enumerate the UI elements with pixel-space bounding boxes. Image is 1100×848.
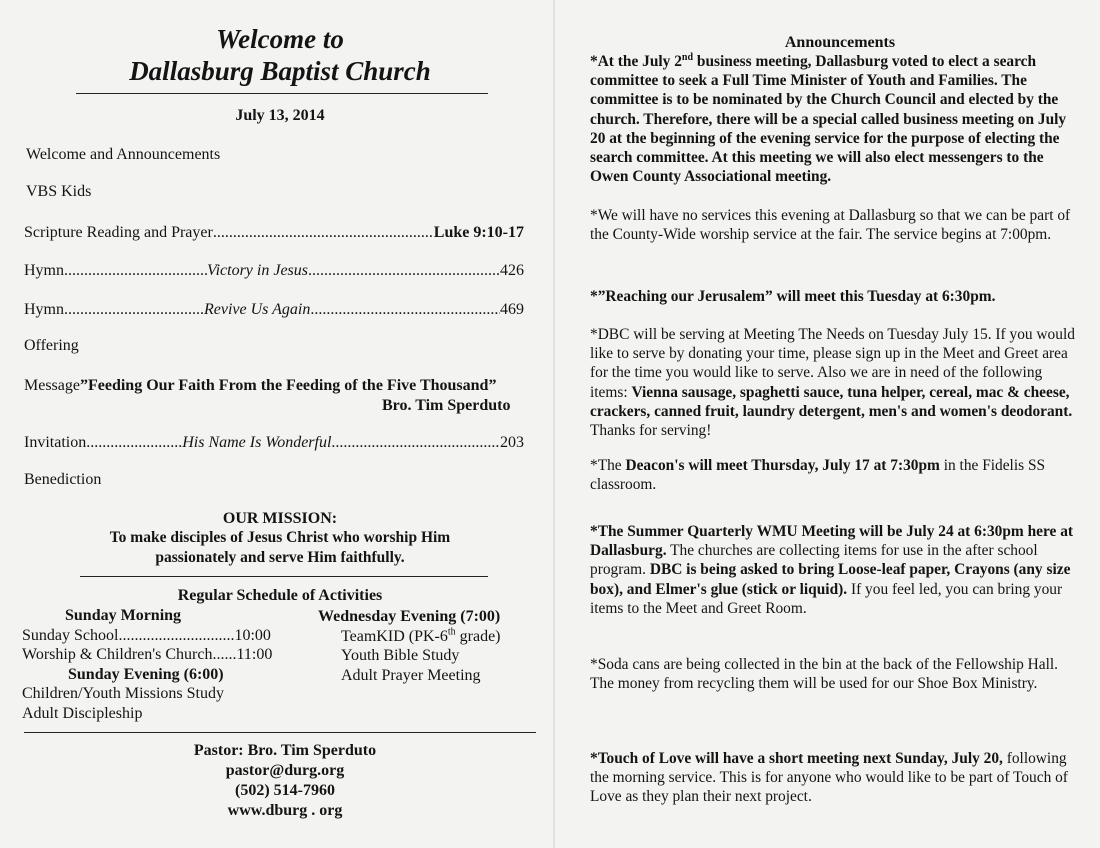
title-divider bbox=[76, 93, 488, 94]
order-hymn-1 bbox=[24, 262, 524, 280]
hymn-number: 426 bbox=[500, 262, 524, 279]
youth-bible-study: Youth Bible Study bbox=[341, 647, 460, 664]
welcome-title-line2: Dallasburg Baptist Church bbox=[129, 56, 431, 86]
leader-dots bbox=[308, 262, 500, 280]
leader-dots bbox=[213, 224, 434, 242]
sunday-schedule bbox=[22, 606, 312, 723]
welcome-title-line1: Welcome to bbox=[216, 24, 344, 54]
schedule-heading: Regular Schedule of Activities bbox=[177, 587, 383, 604]
mission-heading: OUR MISSION: bbox=[222, 510, 338, 527]
order-message bbox=[24, 377, 496, 395]
church-website: www.dburg . org bbox=[227, 802, 343, 819]
message-speaker: Bro. Tim Sperduto bbox=[382, 397, 511, 414]
announcement-reaching-jerusalem: *”Reaching our Jerusalem” will meet this Tuesday at 6:30pm. bbox=[590, 288, 996, 305]
announcements-heading: Announcements bbox=[784, 34, 896, 51]
church-phone: (502) 514-7960 bbox=[235, 782, 335, 799]
sunday-evening-heading: Sunday Evening (6:00) bbox=[68, 665, 224, 683]
mission-line-1: To make disciples of Jesus Christ who worship Him bbox=[109, 529, 451, 546]
hymn-title: Revive Us Again bbox=[204, 301, 311, 318]
invitation-label: Invitation bbox=[24, 434, 87, 451]
scripture-label: Scripture Reading and Prayer bbox=[24, 224, 213, 241]
leader-dots bbox=[86, 434, 182, 452]
leader-dots bbox=[64, 262, 207, 280]
leader-dots bbox=[310, 301, 500, 319]
adult-discipleship: Adult Discipleship bbox=[22, 704, 143, 722]
announcement-deacons: *The Deacon's will meet Thursday, July 17 at 7:30pm in the Fidelis SS classroom. bbox=[590, 457, 1046, 494]
message-title: ”Feeding Our Faith From the Feeding of the Five Thousand” bbox=[79, 377, 497, 394]
hymn-title: Victory in Jesus bbox=[207, 262, 309, 279]
announcement-wmu-meeting: *The Summer Quarterly WMU Meeting will be July 24 at 6:30pm here at Dallasburg. The churches are collecting items for use in the after school program. DBC is being asked to bring Loose-leaf paper, Crayons (any size box), and Elmer's glue (stick or liquid). If you feel led, you can bring your items to the Meet and Greet Room. bbox=[590, 523, 1074, 617]
hymn-number: 469 bbox=[500, 301, 524, 318]
pastor-email: pastor@durg.org bbox=[225, 762, 345, 779]
order-scripture bbox=[24, 224, 524, 242]
order-offering: Offering bbox=[24, 337, 79, 354]
scripture-reference: Luke 9:10-17 bbox=[433, 224, 524, 241]
hymn-label: Hymn bbox=[24, 301, 64, 318]
order-invitation bbox=[24, 434, 524, 452]
children-youth-missions: Children/Youth Missions Study bbox=[22, 685, 224, 702]
mission-line-2: passionately and serve Him faithfully. bbox=[155, 549, 405, 566]
page-fold bbox=[553, 0, 555, 848]
invitation-number: 203 bbox=[500, 434, 524, 451]
announcement-business-meeting: *At the July 2nd business meeting, Dallasburg voted to elect a search committee to seek a Full Time Minister of Youth and Families. The committee is to be nominated by the Church Council and elected by the church. Therefore, there will be a special called business meeting on July 20 at the beginning of the evening service for the purpose of electing the search committee. At this meeting we will also elect messengers to the Owen County Associational meeting. bbox=[590, 51, 1067, 186]
adult-prayer-meeting: Adult Prayer Meeting bbox=[341, 666, 481, 684]
hymn-label: Hymn bbox=[24, 262, 64, 279]
sunday-morning-heading: Sunday Morning bbox=[65, 607, 182, 624]
service-date: July 13, 2014 bbox=[235, 107, 325, 124]
order-hymn-2 bbox=[24, 301, 524, 319]
contact-block bbox=[120, 741, 450, 821]
message-label: Message bbox=[24, 377, 80, 394]
wednesday-heading: Wednesday Evening (7:00) bbox=[318, 608, 501, 625]
wednesday-schedule bbox=[318, 607, 533, 685]
pastor-name: Pastor: Bro. Tim Sperduto bbox=[193, 742, 377, 759]
invitation-title: His Name Is Wonderful bbox=[182, 434, 332, 451]
teamkid-row: TeamKID (PK-6th grade) bbox=[341, 626, 501, 645]
worship-row: Worship & Children's Church......11:00 bbox=[22, 646, 273, 663]
order-benediction: Benediction bbox=[24, 471, 102, 488]
leader-dots bbox=[64, 301, 204, 319]
sunday-school-row: Sunday School.............................10:00 bbox=[22, 626, 271, 644]
mission-divider bbox=[80, 576, 488, 577]
order-vbs-kids: VBS Kids bbox=[26, 183, 92, 200]
order-welcome: Welcome and Announcements bbox=[26, 146, 221, 163]
contact-divider bbox=[24, 732, 536, 733]
announcement-no-services: *We will have no services this evening at Dallasburg so that we can be part of the County-Wide worship service at the fair. The service begins at 7:00pm. bbox=[590, 207, 1071, 244]
announcement-soda-cans: *Soda cans are being collected in the bin at the back of the Fellowship Hall. The money from recycling them will be used for our Shoe Box Ministry. bbox=[590, 656, 1058, 693]
announcement-touch-of-love: *Touch of Love will have a short meeting next Sunday, July 20, following the morning service. This is for anyone who would like to be part of Touch of Love as they plan their next project. bbox=[590, 750, 1068, 806]
right-page bbox=[560, 0, 1100, 848]
announcement-meeting-the-needs: *DBC will be serving at Meeting The Needs on Tuesday July 15. If you would like to serve by donating your time, please sign up in the Meet and Greet area for the time you would like to serve. Also we are in need of the following items: Vienna sausage, spaghetti sauce, tuna helper, cereal, mac & cheese, crackers, canned fruit, laundry detergent, men's and women's deodorant. Thanks for serving! bbox=[590, 326, 1075, 440]
leader-dots bbox=[331, 434, 500, 452]
